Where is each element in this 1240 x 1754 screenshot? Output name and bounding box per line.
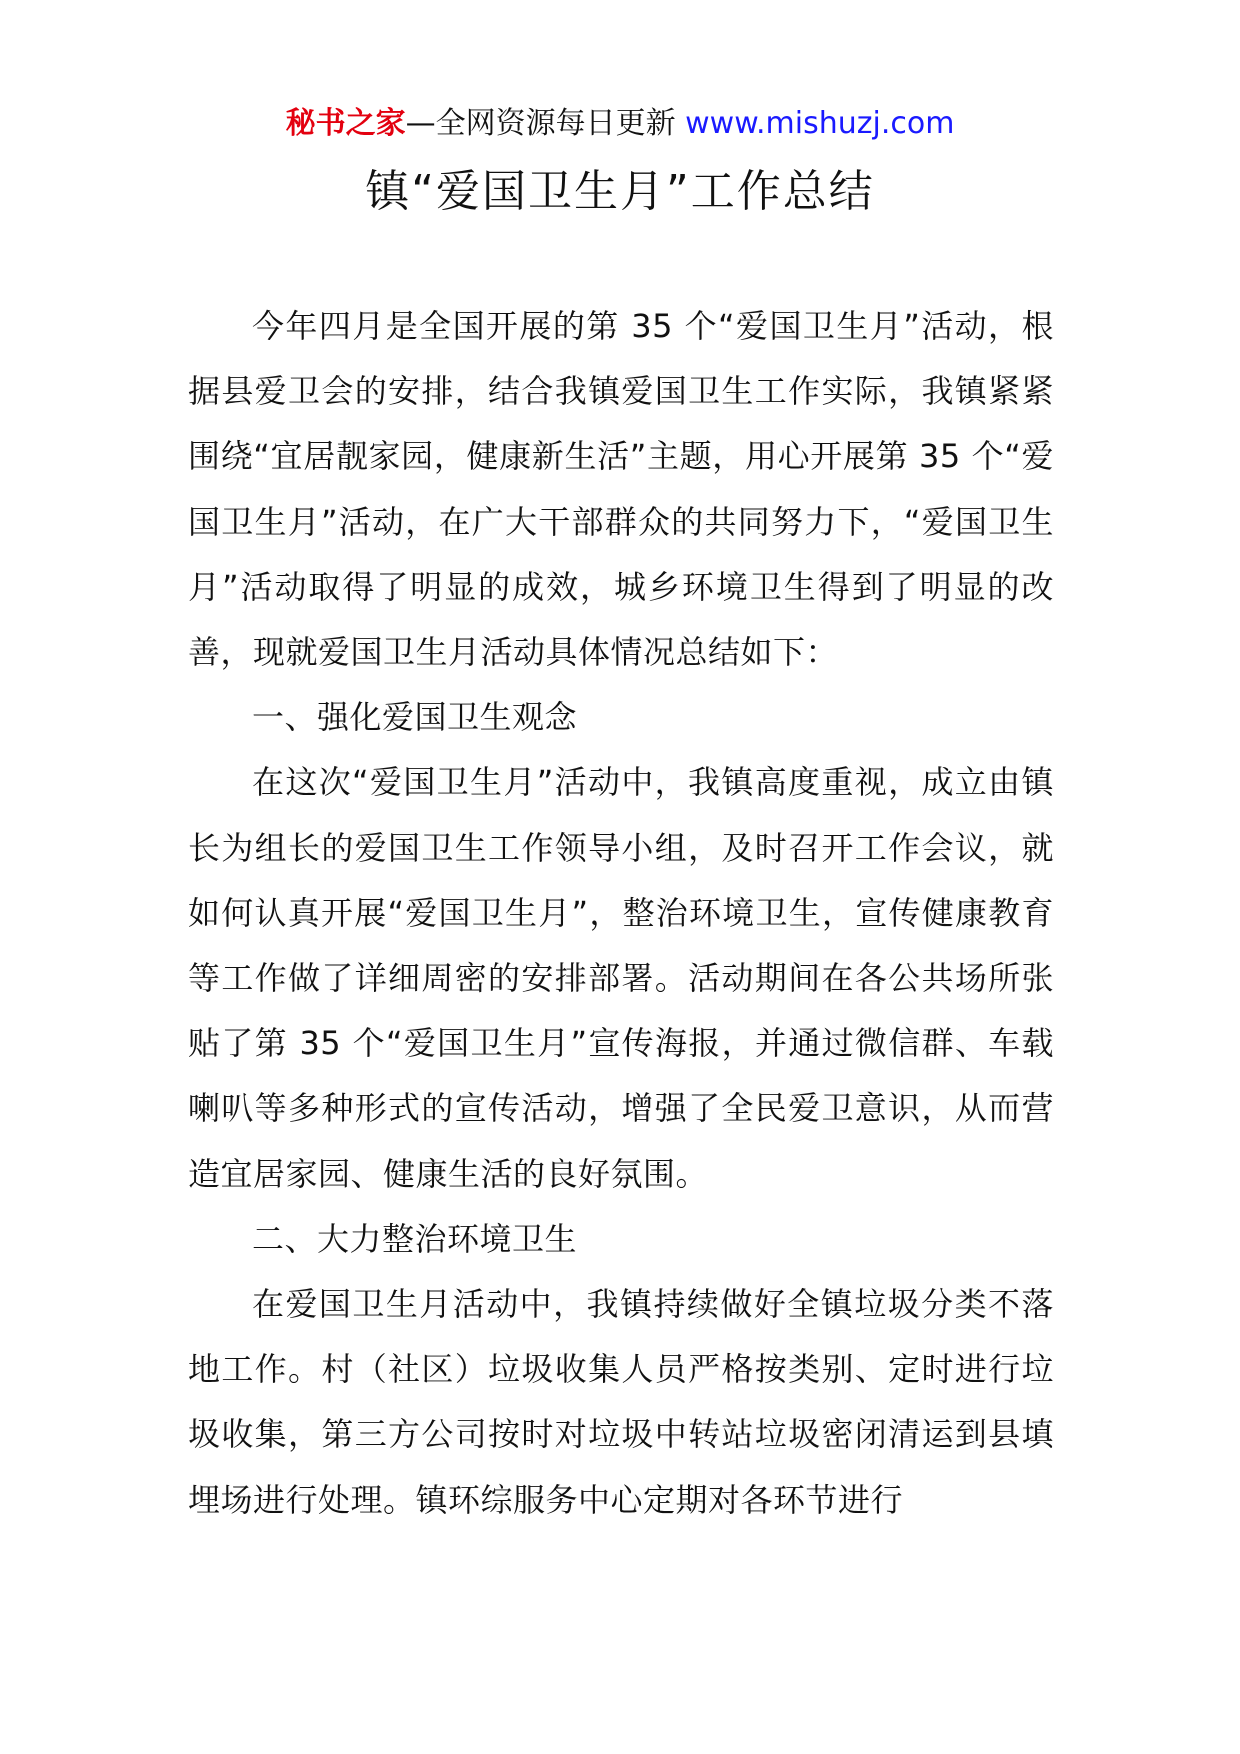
section-heading-2: 二、大力整治环境卫生	[252, 1219, 578, 1258]
section-1-paragraph: 在这次“爱国卫生月”活动中，我镇高度重视，成立由镇长为组长的爱国卫生工作领导小组，及时召开工作会议，就如何认真开展“爱国卫生月”，整治环境卫生，宣传健康教育等工作做了详细周密的安排部署。活动期间在各公共场所张贴了第 35 个“爱国卫生月”宣传海报，并通过微信群、车载喇叭等多种形式的宣传活动，增强了全民爱卫意识，从而营造宜居家园、健康生活的良好氛围。	[188, 763, 1054, 1193]
site-slogan: —全网资源每日更新	[405, 106, 686, 141]
site-brand: 秘书之家	[285, 106, 406, 141]
site-url-link[interactable]: www.mishuzj.com	[685, 106, 955, 141]
document-title: 镇“爱国卫生月”工作总结	[365, 166, 875, 217]
intro-paragraph: 今年四月是全国开展的第 35 个“爱国卫生月”活动，根据县爱卫会的安排，结合我镇爱国卫生工作实际，我镇紧紧围绕“宜居靓家园，健康新生活”主题，用心开展第 35 个“爱国卫生月”活动，在广大干部群众的共同努力下，“爱国卫生月”活动取得了明显的成效，城乡环境卫生得到了明显的改善，现就爱国卫生月活动具体情况总结如下：	[188, 307, 1054, 672]
section-2-paragraph: 在爱国卫生月活动中，我镇持续做好全镇垃圾分类不落地工作。村（社区）垃圾收集人员严格按类别、定时进行垃圾收集，第三方公司按时对垃圾中转站垃圾密闭清运到县填埋场进行处理。镇环综服务中心定期对各环节进行	[188, 1285, 1054, 1519]
section-heading-1: 一、强化爱国卫生观念	[252, 698, 578, 737]
document-body	[188, 294, 1054, 1533]
site-header	[0, 104, 1240, 144]
